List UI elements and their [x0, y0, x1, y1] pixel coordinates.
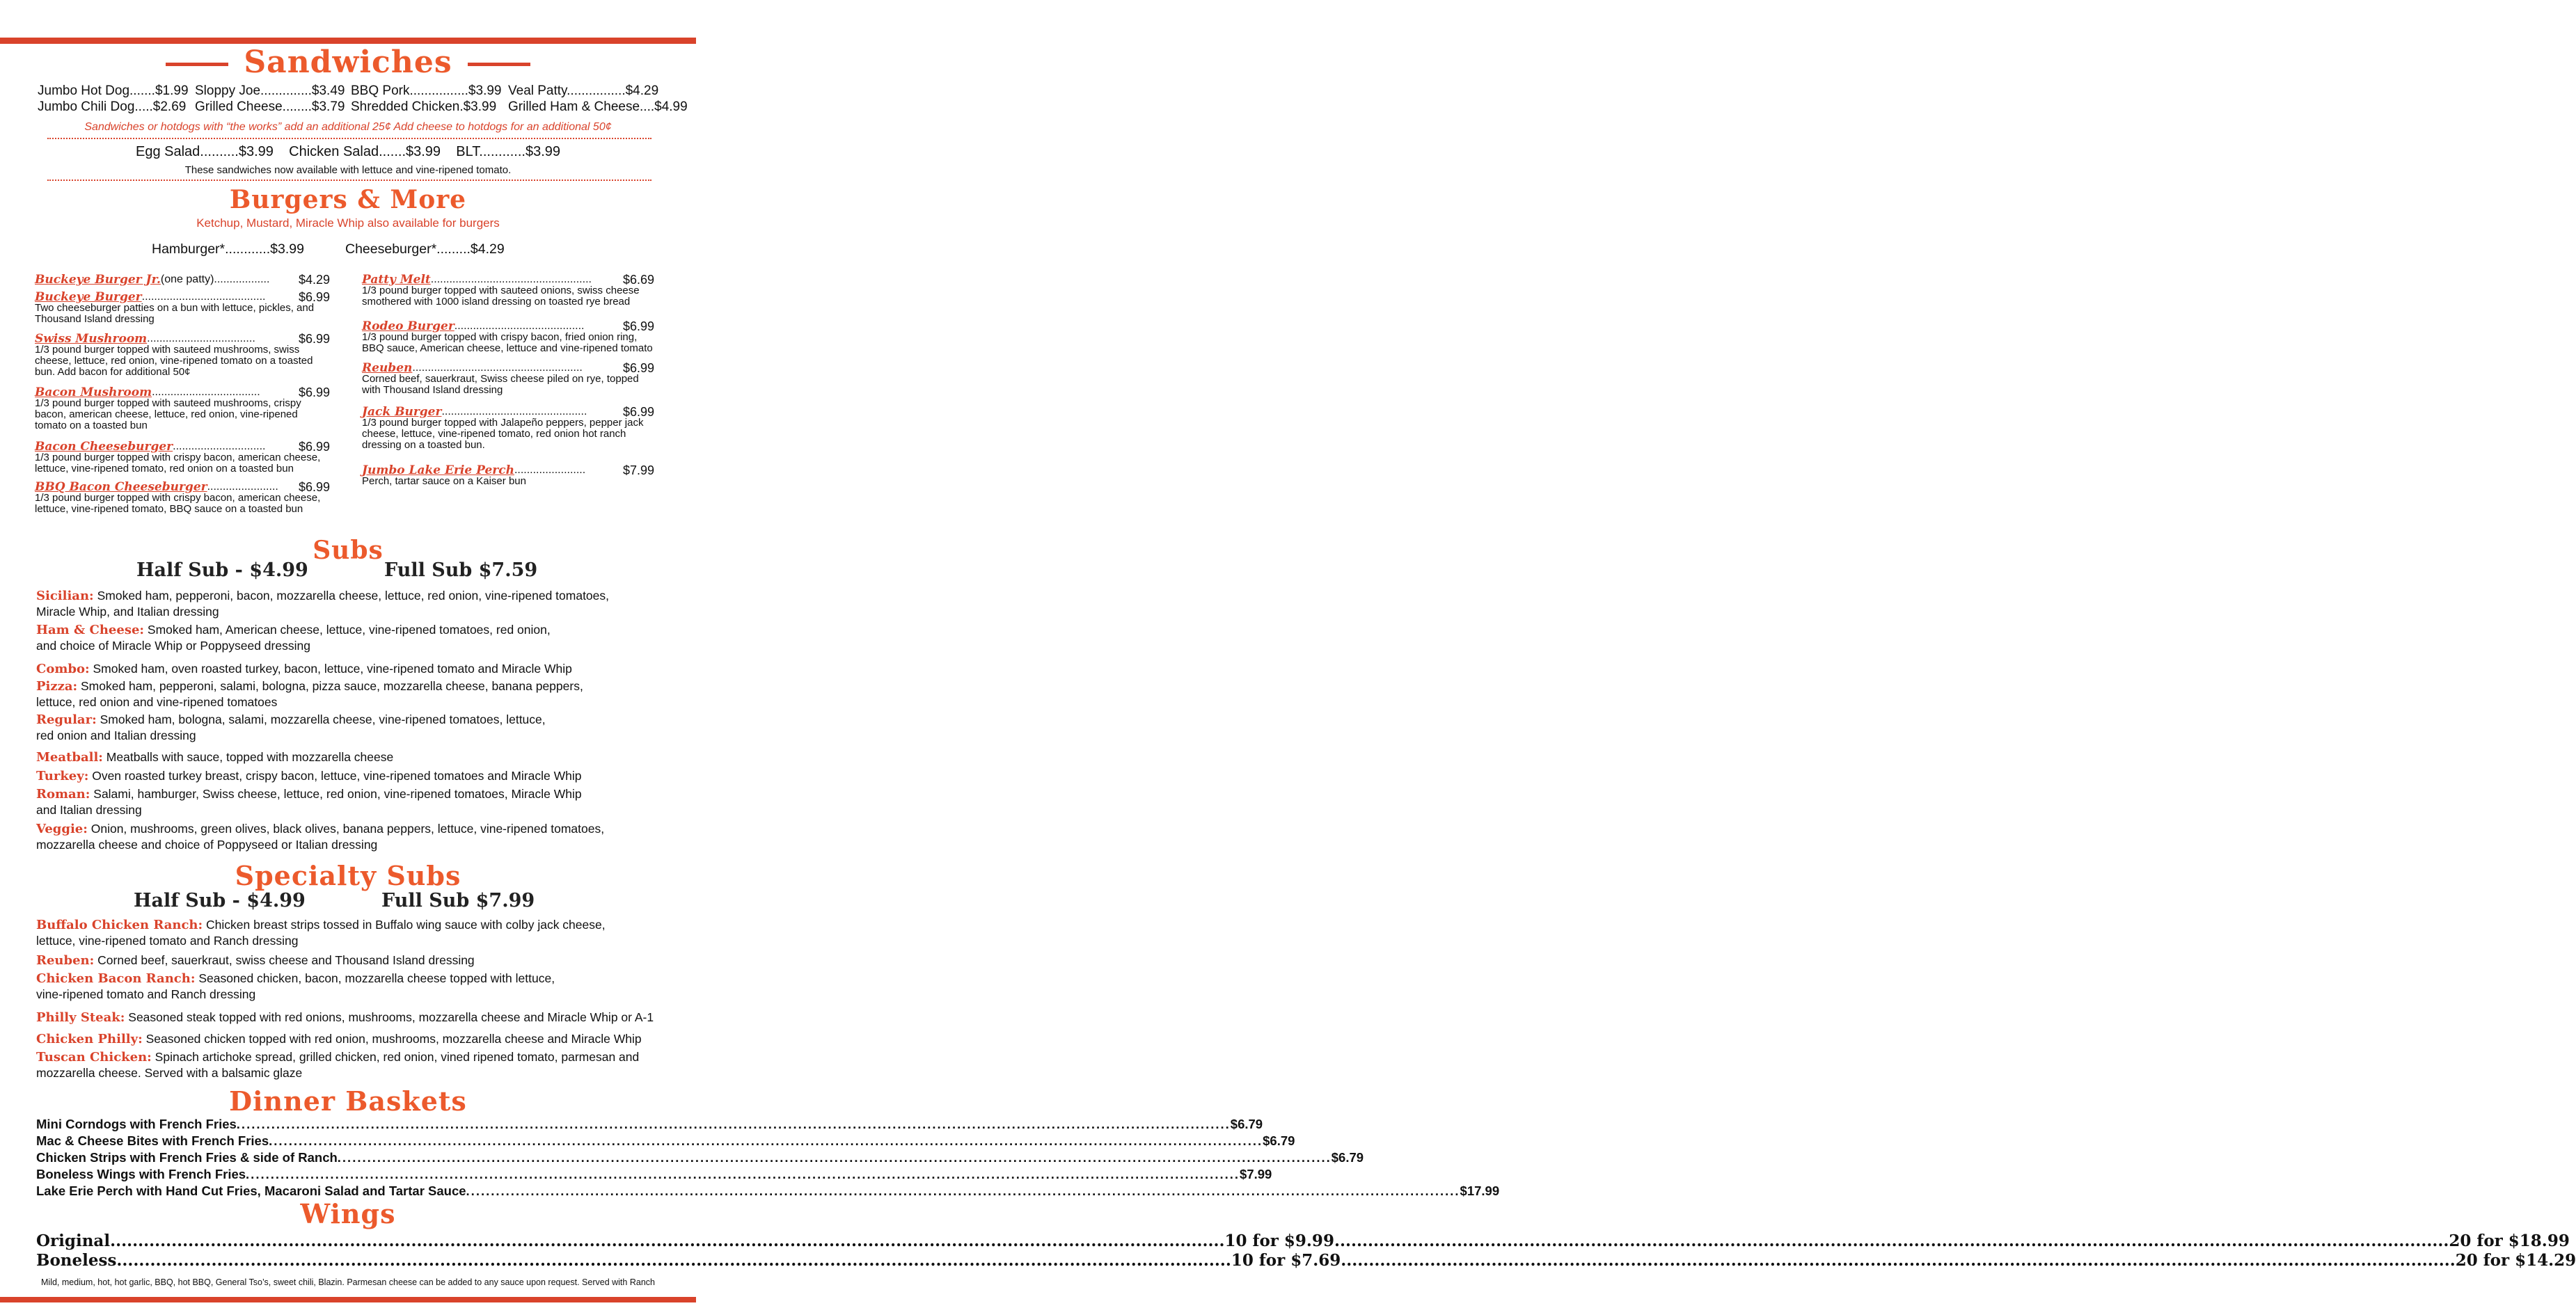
sub-name: Chicken Bacon Ranch: — [36, 971, 196, 986]
burger-leader: ....................................................... — [412, 362, 583, 374]
burger-leader: .......................................... — [454, 320, 585, 332]
wing-label: Original — [36, 1232, 111, 1250]
basket-price: $17.99 — [1460, 1184, 1500, 1198]
burger-line — [35, 387, 330, 398]
sub-description: Smoked ham, bologna, salami, mozzarella cheese, vine-ripened tomatoes, lettuce, — [96, 712, 546, 726]
burger-line — [362, 274, 654, 285]
sub-description: Meatballs with sauce, topped with mozzarella cheese — [102, 750, 394, 764]
wing-label: Boneless — [36, 1251, 117, 1270]
wings-footer-note: Mild, medium, hot, hot garlic, BBQ, hot BBQ, General Tso’s, sweet chili, Blazin. Parmesan cheese can be added to any sauce upon request. Served with Ranch — [41, 1277, 655, 1287]
burger-price: $6.99 — [298, 290, 330, 304]
sandwich-note: These sandwiches now available with lettuce and vine-ripened tomato. — [184, 164, 512, 176]
burger-name: Buckeye Burger Jr. — [35, 273, 161, 287]
specialty-half-price: Half Sub - $4.99 — [134, 890, 306, 911]
sub-description: Seasoned chicken, bacon, mozzarella cheese topped with lettuce, — [195, 971, 555, 985]
sub-line — [36, 953, 663, 969]
sub-description: Spinach artichoke spread, grilled chicken, red onion, vined ripened tomato, parmesan and — [151, 1050, 640, 1064]
sub-name: Regular: — [36, 712, 97, 727]
sub-item — [36, 622, 663, 653]
sub-line — [36, 678, 663, 694]
sub-description-cont: vine-ripened tomato and Ranch dressing — [36, 987, 256, 1001]
burgers-title: Burgers & More — [229, 185, 467, 214]
burger-item — [35, 333, 330, 378]
sub-name: Philly Steak: — [36, 1010, 125, 1025]
sub-description-cont: and Italian dressing — [36, 803, 142, 817]
burger-item — [362, 274, 654, 308]
sub-name: Veggie: — [36, 822, 88, 836]
sub-name: Sicilian: — [36, 589, 94, 603]
sub-name: Ham & Cheese: — [36, 623, 145, 637]
burger-name: Reuben — [362, 361, 413, 375]
wing-item — [36, 1251, 2576, 1270]
burger-name: Rodeo Burger — [362, 319, 455, 333]
sub-description: Smoked ham, pepperoni, bacon, mozzarella cheese, lettuce, red onion, vine-ripened tomatoes, — [93, 589, 610, 603]
menu-item: BLT............$3.99 — [456, 144, 561, 159]
basket-price: $6.79 — [1331, 1150, 1364, 1165]
sub-description-cont: lettuce, red onion and vine-ripened tomatoes — [36, 695, 278, 709]
sub-item — [36, 917, 663, 948]
sandwiches-header — [0, 45, 696, 80]
burger-leader: .............................. — [173, 440, 266, 452]
burger-item — [35, 274, 330, 285]
leader-dots: ........................................................................................................................................................................................................ — [236, 1117, 1231, 1131]
sub-line — [36, 768, 663, 784]
leader-dots: ........................................................................................................................................................................................................ — [246, 1167, 1240, 1181]
menu-item: Jumbo Chili Dog.....$2.69 — [38, 99, 187, 114]
burger-price: $7.99 — [622, 463, 654, 477]
sub-item — [36, 971, 663, 1002]
burger-price: $6.99 — [622, 405, 654, 419]
basket-item — [36, 1133, 1295, 1149]
divider — [47, 180, 651, 181]
sub-name: Buffalo Chicken Ranch: — [36, 918, 203, 932]
leader-dots: ........................................................................................................................................................................................................ — [466, 1184, 1460, 1198]
burger-item — [362, 406, 654, 451]
burger-description: 1/3 pound burger topped with crispy bacon, american cheese, lettuce, vine-ripened tomato, BBQ sauce on a toasted bun — [35, 492, 321, 515]
full-sub-price: Full Sub $7.59 — [384, 559, 538, 581]
sub-line — [36, 1010, 663, 1026]
sub-line — [36, 588, 663, 604]
burger-description: Corned beef, sauerkraut, Swiss cheese piled on rye, topped with Thousand Island dressing — [362, 373, 639, 396]
dinner-baskets-title: Dinner Baskets — [229, 1085, 467, 1117]
burger-price: $6.69 — [622, 273, 654, 287]
burger-name: Jumbo Lake Erie Perch — [362, 463, 514, 477]
sub-line — [36, 712, 663, 728]
basket-item — [36, 1117, 1263, 1132]
burger-line — [35, 481, 330, 493]
sub-item — [36, 953, 663, 969]
sub-line — [36, 1049, 663, 1065]
wings-title: Wings — [300, 1198, 396, 1229]
burger-leader: (one patty).................. — [160, 273, 270, 285]
menu-item: Chicken Salad.......$3.99 — [289, 144, 441, 159]
divider — [47, 138, 651, 139]
half-sub-price: Half Sub - $4.99 — [136, 559, 308, 581]
basket-label: Mac & Cheese Bites with French Fries — [36, 1133, 269, 1148]
sub-line — [36, 821, 663, 837]
hamburger-item: Hamburger*............$3.99 — [152, 241, 304, 257]
sub-item — [36, 1031, 663, 1047]
header-dash-right — [468, 63, 530, 66]
sub-description: Smoked ham, pepperoni, salami, bologna, pizza sauce, mozzarella cheese, banana peppers, — [77, 679, 583, 693]
burger-leader: ....................... — [207, 481, 278, 493]
wing-item — [36, 1232, 2570, 1250]
burger-leader: ................................... — [147, 333, 255, 344]
leader-dots: ........................................................................................................................................................................................................ — [337, 1150, 1332, 1165]
burger-item — [35, 441, 330, 475]
basket-label: Boneless Wings with French Fries — [36, 1167, 246, 1181]
menu-item: Jumbo Hot Dog.......$1.99 — [38, 83, 189, 98]
wing-twenty-price: 20 for $14.29 — [2455, 1251, 2576, 1270]
burgers-subtitle: Ketchup, Mustard, Miracle Whip also available for burgers — [196, 216, 500, 230]
burger-item — [35, 292, 330, 325]
sandwiches-title: Sandwiches — [244, 45, 452, 80]
burger-description: 1/3 pound burger topped with Jalapeño peppers, pepper jack cheese, lettuce, vine-ripened tomato, red onion hot ranch dressing on a toasted bun. — [362, 417, 644, 451]
burger-name: Buckeye Burger — [35, 290, 142, 304]
sub-line — [36, 786, 663, 802]
menu-item: Egg Salad..........$3.99 — [135, 144, 274, 159]
burger-description: 1/3 pound burger topped with sauteed mushrooms, swiss cheese, lettuce, red onion, vine-ripened tomato on a toasted bun. Add bacon for additional 50¢ — [35, 344, 313, 378]
leader-dots: ........................................................................................................................................................................................................ — [116, 1251, 1231, 1270]
burger-description: 1/3 pound burger topped with crispy bacon, fried onion ring, BBQ sauce, American cheese, lettuce and vine-ripened tomato — [362, 331, 653, 354]
sub-item — [36, 712, 663, 743]
basket-item — [36, 1167, 1272, 1182]
burger-price: $4.29 — [298, 273, 330, 287]
burger-description: 1/3 pound burger topped with crispy bacon, american cheese, lettuce, vine-ripened tomato, red onion on a toasted bun — [35, 452, 321, 475]
burger-price: $6.99 — [298, 385, 330, 399]
burger-name: BBQ Bacon Cheeseburger — [35, 480, 207, 494]
burger-line — [362, 465, 654, 476]
burger-description: Perch, tartar sauce on a Kaiser bun — [362, 475, 526, 487]
menu-item: Grilled Cheese........$3.79 — [195, 99, 345, 114]
sub-description-cont: red onion and Italian dressing — [36, 728, 196, 742]
sub-description-cont: lettuce, vine-ripened tomato and Ranch dressing — [36, 934, 299, 948]
leader-dots: ........................................................................................................................................................................................................ — [269, 1133, 1263, 1148]
sub-description: Onion, mushrooms, green olives, black olives, banana peppers, lettuce, vine-ripened tomatoes, — [87, 822, 605, 836]
sub-description-cont: mozzarella cheese. Served with a balsamic glaze — [36, 1066, 303, 1080]
burger-name: Bacon Cheeseburger — [35, 440, 173, 454]
basket-price: $6.79 — [1263, 1133, 1295, 1148]
sub-description: Seasoned steak topped with red onions, mushrooms, mozzarella cheese and Miracle Whip or A-1 — [125, 1010, 654, 1024]
sub-name: Chicken Philly: — [36, 1032, 143, 1046]
sub-item — [36, 1049, 663, 1081]
burger-item — [362, 321, 654, 354]
sub-name: Turkey: — [36, 769, 89, 783]
sub-name: Roman: — [36, 787, 90, 802]
sub-description-cont: Miracle Whip, and Italian dressing — [36, 605, 219, 619]
sub-item — [36, 821, 663, 852]
burger-description: Two cheeseburger patties on a bun with lettuce, pickles, and Thousand Island dressing — [35, 302, 315, 325]
burger-leader: ........................................ — [141, 291, 266, 303]
burger-item — [362, 465, 654, 487]
sub-line — [36, 917, 663, 933]
burger-leader: ....................... — [514, 464, 586, 476]
basket-label: Chicken Strips with French Fries & side of Ranch — [36, 1150, 338, 1165]
sub-line — [36, 661, 663, 677]
sub-description: Chicken breast strips tossed in Buffalo wing sauce with colby jack cheese, — [203, 918, 606, 932]
sub-description-cont: mozzarella cheese and choice of Poppyseed or Italian dressing — [36, 838, 378, 852]
sub-description: Smoked ham, oven roasted turkey, bacon, lettuce, vine-ripened tomato and Miracle Whip — [89, 662, 572, 676]
sub-item — [36, 588, 663, 619]
cheeseburger-item: Cheeseburger*.........$4.29 — [345, 241, 505, 257]
burger-leader: ................................... — [152, 386, 260, 398]
burger-item — [362, 362, 654, 396]
sub-line — [36, 622, 663, 638]
sub-name: Meatball: — [36, 750, 103, 765]
sub-name: Combo: — [36, 662, 90, 676]
specialty-subs-title: Specialty Subs — [235, 860, 461, 891]
basket-label: Lake Erie Perch with Hand Cut Fries, Macaroni Salad and Tartar Sauce — [36, 1184, 466, 1198]
burger-line — [35, 292, 330, 303]
top-border — [0, 38, 696, 44]
sub-line — [36, 1031, 663, 1047]
basket-price: $7.99 — [1240, 1167, 1272, 1181]
sub-description: Seasoned chicken topped with red onion, mushrooms, mozzarella cheese and Miracle Whip — [142, 1032, 642, 1046]
sub-item — [36, 749, 663, 765]
burger-item — [35, 481, 330, 515]
burger-price: $6.99 — [622, 361, 654, 375]
sub-name: Pizza: — [36, 679, 78, 694]
sub-description: Corned beef, sauerkraut, swiss cheese and Thousand Island dressing — [94, 953, 475, 967]
subs-title: Subs — [313, 536, 384, 565]
bottom-border — [0, 1297, 696, 1302]
burger-price: $6.99 — [298, 480, 330, 494]
sub-item — [36, 786, 663, 818]
sub-item — [36, 1010, 663, 1026]
sub-line — [36, 749, 663, 765]
burger-description: 1/3 pound burger topped with sauteed mushrooms, crispy bacon, american cheese, lettuce, red onion, vine-ripened tomato on a toasted bun — [35, 397, 301, 431]
burger-price: $6.99 — [298, 440, 330, 454]
sub-line — [36, 971, 663, 987]
menu-item: BBQ Pork................$3.99 — [351, 83, 502, 98]
wing-ten-price: 10 for $9.99 — [1224, 1232, 1334, 1250]
basket-item — [36, 1184, 1500, 1199]
menu-item: Shredded Chicken.$3.99 — [351, 99, 497, 114]
sub-name: Reuben: — [36, 953, 95, 968]
sub-item — [36, 768, 663, 784]
wing-ten-price: 10 for $7.69 — [1231, 1251, 1341, 1270]
burger-leader: ............................................... — [441, 406, 587, 417]
sub-description: Salami, hamburger, Swiss cheese, lettuce, red onion, vine-ripened tomatoes, Miracle Whip — [90, 787, 582, 801]
sub-description: Oven roasted turkey breast, crispy bacon, lettuce, vine-ripened tomatoes and Miracle Whip — [88, 769, 582, 783]
wing-twenty-price: 20 for $18.99 — [2449, 1232, 2570, 1250]
burger-line — [362, 321, 654, 332]
basket-item — [36, 1150, 1364, 1165]
menu-item: Sloppy Joe..............$3.49 — [195, 83, 345, 98]
leader-dots: ........................................................................................................................................................................................................ — [1334, 1232, 2449, 1250]
sub-item — [36, 678, 663, 710]
basket-label: Mini Corndogs with French Fries — [36, 1117, 237, 1131]
menu-item: Veal Patty................$4.29 — [508, 83, 659, 98]
sub-description: Smoked ham, American cheese, lettuce, vine-ripened tomatoes, red onion, — [144, 623, 551, 637]
sandwich-addon-note: Sandwiches or hotdogs with “the works” add an additional 25¢ Add cheese to hotdogs for an additional 50¢ — [84, 121, 612, 133]
sub-item — [36, 661, 663, 677]
menu-item: Grilled Ham & Cheese....$4.99 — [508, 99, 688, 114]
burger-line — [35, 441, 330, 452]
sub-name: Tuscan Chicken: — [36, 1050, 152, 1065]
burger-name: Bacon Mushroom — [35, 385, 152, 399]
burger-line — [362, 406, 654, 417]
basket-price: $6.79 — [1230, 1117, 1263, 1131]
burger-item — [35, 387, 330, 431]
burger-line — [35, 274, 330, 285]
burger-line — [35, 333, 330, 344]
sandwich-row-3 — [0, 144, 696, 160]
burger-price: $6.99 — [622, 319, 654, 333]
burger-name: Patty Melt — [362, 273, 431, 287]
leader-dots: ........................................................................................................................................................................................................ — [110, 1232, 1225, 1250]
burger-name: Jack Burger — [362, 405, 442, 419]
burger-line — [362, 362, 654, 374]
burger-leader: .................................................... — [430, 273, 592, 285]
leader-dots: ........................................................................................................................................................................................................ — [1341, 1251, 2456, 1270]
burger-name: Swiss Mushroom — [35, 332, 148, 346]
header-dash-left — [166, 63, 228, 66]
burger-description: 1/3 pound burger topped with sauteed onions, swiss cheese smothered with 1000 island dressing on toasted rye bread — [362, 285, 640, 308]
burger-price: $6.99 — [298, 332, 330, 346]
sub-description-cont: and choice of Miracle Whip or Poppyseed dressing — [36, 639, 310, 653]
specialty-full-price: Full Sub $7.99 — [381, 890, 535, 911]
